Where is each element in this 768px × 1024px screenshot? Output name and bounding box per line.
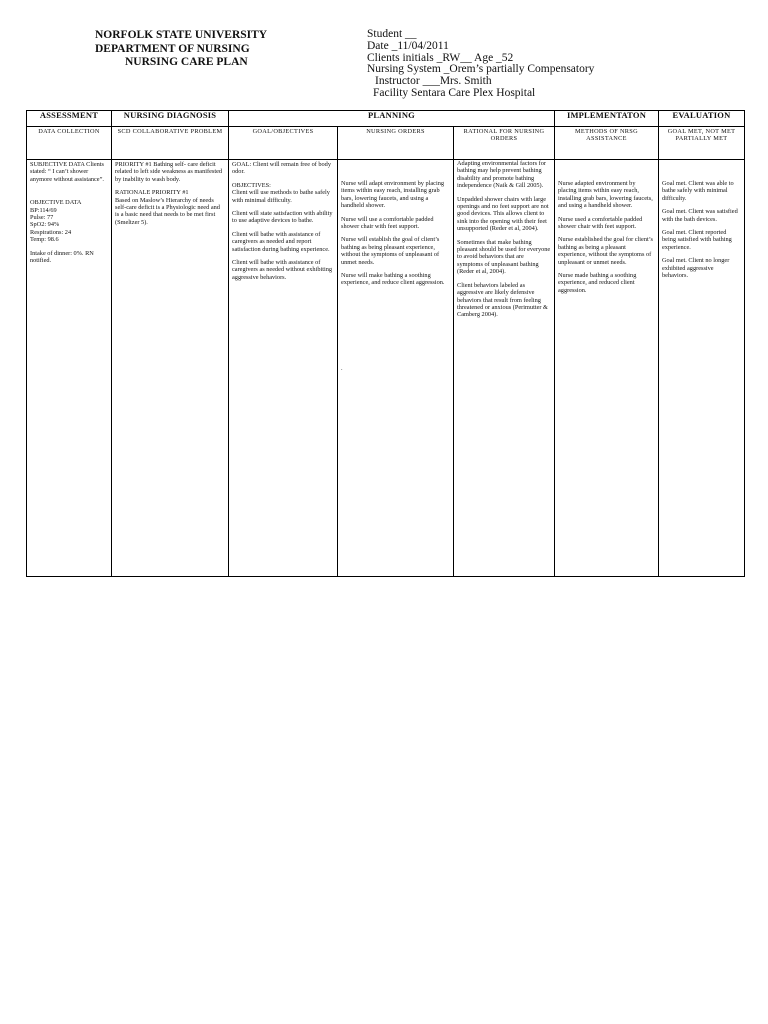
rationale-2: Unpadded shower chairs with large openings and no feet support are not good devices. This allows client to sink into the opening with their feet unsupported (Reder et al, 2004). [457,195,549,233]
clients-initials-field: Clients initials _RW__ Age _52 [367,51,514,64]
rationale-priority: Based on Maslow’s Hierarchy of needs self-care deficit is a Physiologic need and is a basic need that needs to be met first (Smeltzer 5). [115,196,220,226]
subheader-rationale: RATIONAL FOR NURSING ORDERS [454,127,555,160]
method-4: Nurse made bathing a soothing experience, and reduced client aggression. [558,272,637,294]
order-4: Nurse will make bathing a soothing experience, and reduce client aggression. [341,272,445,287]
diagnosis-cell [112,160,229,577]
rationale-1: Adapting environmental factors for bathing may help prevent bathing disability and promote bathing independence (Naik & Gill 2005). [457,160,547,190]
order-2: Nurse will use a comfortable padded shower chair with feet support. [341,215,434,231]
subheader-goal-met: GOAL MET, NOT MET PARTIALLY MET [659,127,745,160]
objectives-title: OBJECTIVES: [232,181,271,189]
objective-4: Client will bathe with assistance of caregivers as needed without exhibiting aggressive behaviors. [232,259,333,281]
objective-1: Client will use methods to bathe safely with minimal difficulty. [232,189,330,204]
objective-3: Client will bathe with assistance of caregivers as needed and report satisfaction during bathing experience. [232,230,330,253]
rationale-4: Client behaviors labeled as aggressive are likely defensive behaviors that result from feeling threatened or anxious (Perimutter & Camberg 2004). [457,281,548,319]
order-1: Nurse will adapt environment by placing items within easy reach, installing grab bars, lowering faucets, and using a handheld shower. [341,180,444,210]
objective-2: Client will state satisfaction with ability to use adaptive devices to bathe. [232,210,333,225]
evaluation-header: EVALUATION [659,111,745,127]
rationale-3: Sometimes that make bathing pleasant should be used for everyone to avoid behaviors that are symptoms of unpleasant bathing (Reder et al, 2004). [457,238,551,276]
instructor-field: Instructor ___Mrs. Smith [375,75,492,88]
method-3: Nurse established the goal for client’s bathing as being a pleasant experience, without the symptoms of unpleasant or unmet needs. [558,236,653,266]
blood-pressure: BP:114/69 [30,206,57,214]
evaluation-cell [659,160,745,577]
assessment-cell [27,160,112,577]
pulse: Pulse: 77 [30,214,54,222]
subheader-goal-objectives: GOAL/OBJECTIVES [229,127,338,160]
objective-data-title: OBJECTIVE DATA [30,199,82,207]
spo2: SpO2: 94% [30,221,60,229]
diagnosis-header: NURSING DIAGNOSIS [112,111,229,127]
temperature: Temp: 98.6 [30,236,59,244]
method-1: Nurse adapted environment by placing items within easy reach, installing grab bars, lowering faucets, and using a handheld shower. [558,180,653,210]
rationale-cell [454,160,555,577]
document-title: NURSING CARE PLAN [125,56,248,68]
priority-diagnosis: PRIORITY #1 Bathing self- care deficit related to left side weakness as manifested by inability to wash body. [115,161,223,183]
subheader-collaborative-problem: SCD COLLABORATIVE PROBLEM [112,127,229,160]
evaluation-1: Goal met. Client was able to bathe safely with minimal difficulty. [662,180,734,202]
subjective-data: SUBJECTIVE DATA Clients stated: “ I can’t shower anymore without assistance”. [30,161,105,183]
subheader-row [27,127,745,160]
student-field: Student __ [367,28,417,40]
department-name: DEPARTMENT OF NURSING [95,42,250,55]
goal-text: GOAL: Client will remain free of body odor. [232,161,331,176]
orders-cell [338,160,454,577]
evaluation-2: Goal met. Client was satisfied with the bath devices. [662,208,738,223]
orders-stray-dot: . [341,364,343,372]
goals-cell [229,160,338,577]
order-3: Nurse will establish the goal of client’s bathing as being pleasant experience, without the symptoms of unpleasant of unmet needs. [341,236,440,266]
evaluation-3: Goal met. Client reported being satisfied with bathing experience. [662,229,732,251]
respirations: Respirations: 24 [30,228,72,236]
subheader-nursing-orders: NURSING ORDERS [338,127,454,160]
facility-field: Facility Sentara Care Plex Hospital [373,86,536,99]
planning-header: PLANNING [229,111,555,127]
dinner-intake: Intake of dinner: 0%. RN notified. [30,249,94,265]
nursing-system-field: Nursing System _Orem’s partially Compensatory [367,63,595,76]
evaluation-4: Goal met. Client no longer exhibited aggressive behaviors. [662,257,730,280]
content-row [27,160,745,577]
header-row [27,111,745,127]
care-plan-table [26,110,745,577]
subheader-data-collection: DATA COLLECTION [27,127,112,160]
assessment-header: ASSESSMENT [27,111,112,127]
implementation-cell [555,160,659,577]
patient-info [367,29,594,100]
institution-header [95,29,267,70]
method-2: Nurse used a comfortable padded shower chair with feet support. [558,215,643,231]
date-field: Date _11/04/2011 [367,39,449,52]
university-name: NORFOLK STATE UNIVERSITY [95,29,268,41]
subheader-methods: METHODS OF NRSG ASSISTANCE [555,127,659,160]
implementation-header: IMPLEMENTATON [555,111,659,127]
rationale-priority-title: RATIONALE PRIORITY #1 [115,189,189,197]
